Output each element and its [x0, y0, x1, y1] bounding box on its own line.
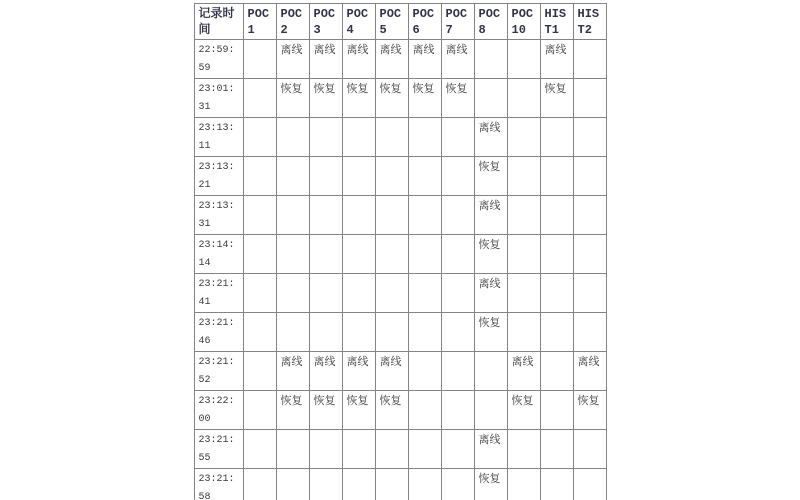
table-head [194, 4, 606, 40]
table-row [194, 196, 606, 235]
status-cell [573, 79, 606, 118]
status-cell [441, 196, 474, 235]
status-cell [342, 274, 375, 313]
table-row [194, 274, 606, 313]
status-cell [441, 430, 474, 469]
status-cell [309, 118, 342, 157]
status-cell [243, 313, 276, 352]
status-cell [573, 469, 606, 500]
event-log-table [194, 3, 607, 500]
status-cell [408, 430, 441, 469]
column-header: POC 6 [408, 4, 441, 40]
status-cell [474, 391, 507, 430]
time-cell: 23:13:31 [194, 196, 243, 235]
status-cell [243, 274, 276, 313]
status-cell [441, 235, 474, 274]
table-row [194, 79, 606, 118]
status-cell [243, 79, 276, 118]
status-cell [243, 196, 276, 235]
status-cell [276, 274, 309, 313]
status-cell: 恢复 [474, 313, 507, 352]
status-cell [573, 430, 606, 469]
status-cell [540, 196, 573, 235]
status-cell [573, 274, 606, 313]
time-cell: 23:13:21 [194, 157, 243, 196]
status-cell [408, 196, 441, 235]
status-cell [408, 352, 441, 391]
column-header: POC 5 [375, 4, 408, 40]
status-cell: 恢复 [573, 391, 606, 430]
status-cell [441, 469, 474, 500]
status-cell [540, 118, 573, 157]
status-cell [441, 274, 474, 313]
table-row [194, 157, 606, 196]
status-cell: 恢复 [276, 391, 309, 430]
status-cell: 恢复 [441, 79, 474, 118]
column-header: HIS T2 [573, 4, 606, 40]
status-cell [507, 274, 540, 313]
status-cell [243, 391, 276, 430]
status-cell [342, 313, 375, 352]
status-cell: 离线 [441, 40, 474, 79]
time-cell: 23:21:52 [194, 352, 243, 391]
status-cell [375, 469, 408, 500]
status-cell: 离线 [474, 274, 507, 313]
table-row [194, 118, 606, 157]
status-cell [573, 196, 606, 235]
status-cell: 恢复 [540, 79, 573, 118]
column-header: HIS T1 [540, 4, 573, 40]
table-row [194, 235, 606, 274]
status-cell: 离线 [474, 430, 507, 469]
status-cell [408, 469, 441, 500]
status-cell: 恢复 [276, 79, 309, 118]
status-cell [507, 235, 540, 274]
status-cell [507, 40, 540, 79]
time-cell: 22:59:59 [194, 40, 243, 79]
status-cell: 离线 [342, 40, 375, 79]
status-cell: 离线 [342, 352, 375, 391]
status-cell [441, 313, 474, 352]
status-cell [474, 79, 507, 118]
status-cell [375, 118, 408, 157]
status-cell: 离线 [573, 352, 606, 391]
status-cell [309, 469, 342, 500]
status-cell [507, 118, 540, 157]
status-cell [375, 157, 408, 196]
status-cell [309, 274, 342, 313]
status-cell: 恢复 [507, 391, 540, 430]
status-cell: 离线 [375, 40, 408, 79]
status-cell: 恢复 [309, 79, 342, 118]
status-cell [441, 118, 474, 157]
status-cell [507, 79, 540, 118]
status-cell [309, 313, 342, 352]
status-cell [243, 235, 276, 274]
column-header: POC 4 [342, 4, 375, 40]
status-cell [243, 118, 276, 157]
status-cell [507, 157, 540, 196]
column-header: POC 7 [441, 4, 474, 40]
status-cell [342, 118, 375, 157]
status-cell [441, 352, 474, 391]
status-cell [507, 469, 540, 500]
status-cell [540, 352, 573, 391]
status-cell: 恢复 [474, 235, 507, 274]
status-cell [507, 313, 540, 352]
status-cell [573, 40, 606, 79]
status-cell [375, 430, 408, 469]
status-cell [507, 196, 540, 235]
status-cell: 恢复 [375, 79, 408, 118]
status-cell [309, 157, 342, 196]
status-cell [540, 274, 573, 313]
status-cell [276, 118, 309, 157]
table-row [194, 40, 606, 79]
status-cell [342, 430, 375, 469]
status-cell [342, 469, 375, 500]
time-cell: 23:22:00 [194, 391, 243, 430]
status-cell: 恢复 [342, 79, 375, 118]
table-body [194, 40, 606, 500]
status-cell [540, 469, 573, 500]
status-cell [375, 196, 408, 235]
table-header-row [194, 4, 606, 40]
status-cell: 离线 [276, 40, 309, 79]
status-cell: 离线 [408, 40, 441, 79]
time-cell: 23:01:31 [194, 79, 243, 118]
status-cell: 离线 [309, 352, 342, 391]
status-cell: 恢复 [375, 391, 408, 430]
status-cell [276, 313, 309, 352]
column-header: POC 8 [474, 4, 507, 40]
status-cell [276, 430, 309, 469]
status-cell [375, 274, 408, 313]
status-cell [573, 235, 606, 274]
time-cell: 23:21:41 [194, 274, 243, 313]
status-cell: 离线 [309, 40, 342, 79]
status-cell [540, 235, 573, 274]
status-cell: 离线 [375, 352, 408, 391]
table-row [194, 313, 606, 352]
table-row [194, 352, 606, 391]
time-cell: 23:13:11 [194, 118, 243, 157]
column-header: POC 10 [507, 4, 540, 40]
status-cell: 离线 [276, 352, 309, 391]
status-cell: 恢复 [474, 469, 507, 500]
status-cell [276, 469, 309, 500]
status-cell [342, 235, 375, 274]
status-cell [243, 469, 276, 500]
table-row [194, 391, 606, 430]
status-cell: 恢复 [342, 391, 375, 430]
status-cell [408, 274, 441, 313]
status-cell [408, 157, 441, 196]
status-cell [342, 196, 375, 235]
status-cell: 恢复 [309, 391, 342, 430]
column-header: POC 2 [276, 4, 309, 40]
status-cell [573, 157, 606, 196]
status-cell: 离线 [540, 40, 573, 79]
status-cell [441, 391, 474, 430]
time-cell: 23:21:55 [194, 430, 243, 469]
status-cell [375, 313, 408, 352]
status-cell: 离线 [474, 118, 507, 157]
status-cell [408, 235, 441, 274]
table-row [194, 430, 606, 469]
status-cell [243, 40, 276, 79]
table-row [194, 469, 606, 500]
time-cell: 23:14:14 [194, 235, 243, 274]
document-page [0, 3, 800, 500]
status-cell [408, 313, 441, 352]
status-cell: 恢复 [474, 157, 507, 196]
status-cell [243, 157, 276, 196]
column-header-time: 记录时间 [194, 4, 243, 40]
status-cell [408, 118, 441, 157]
status-cell: 离线 [474, 196, 507, 235]
status-cell [474, 352, 507, 391]
column-header: POC 3 [309, 4, 342, 40]
status-cell [573, 313, 606, 352]
column-header: POC 1 [243, 4, 276, 40]
status-cell: 恢复 [408, 79, 441, 118]
status-cell [309, 196, 342, 235]
status-cell [342, 157, 375, 196]
status-cell [243, 430, 276, 469]
status-cell [276, 157, 309, 196]
status-cell [540, 313, 573, 352]
status-cell [309, 430, 342, 469]
time-cell: 23:21:58 [194, 469, 243, 500]
status-cell [243, 352, 276, 391]
status-cell [507, 430, 540, 469]
status-cell: 离线 [507, 352, 540, 391]
status-cell [309, 235, 342, 274]
status-cell [276, 235, 309, 274]
status-cell [573, 118, 606, 157]
status-cell [276, 196, 309, 235]
status-cell [540, 430, 573, 469]
time-cell: 23:21:46 [194, 313, 243, 352]
status-cell [408, 391, 441, 430]
status-cell [540, 391, 573, 430]
status-cell [375, 235, 408, 274]
status-cell [540, 157, 573, 196]
status-cell [441, 157, 474, 196]
status-cell [474, 40, 507, 79]
